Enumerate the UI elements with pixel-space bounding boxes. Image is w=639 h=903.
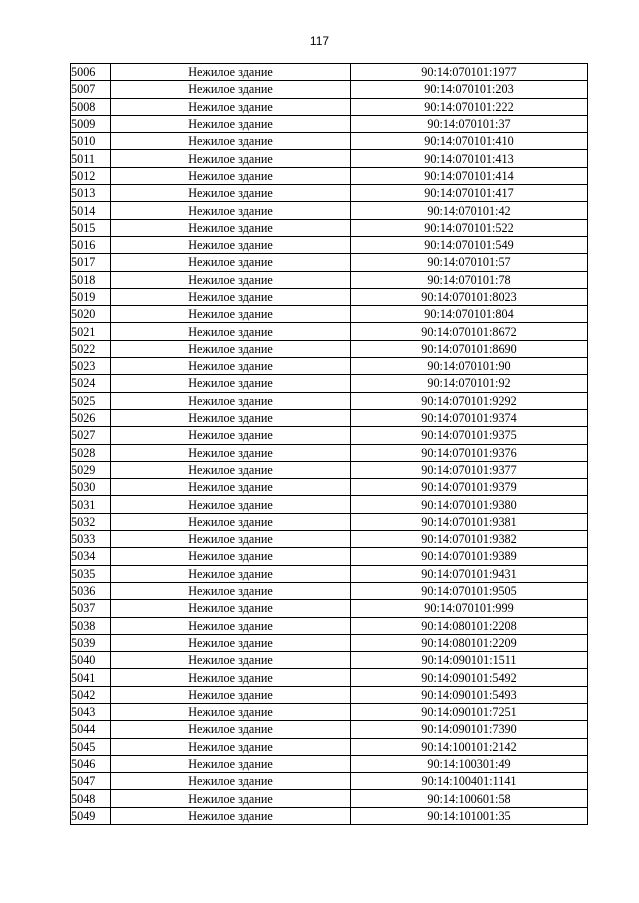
cadastral-number-cell: 90:14:070101:414 <box>351 167 588 184</box>
table-row <box>71 773 588 790</box>
row-number-cell: 5026 <box>71 409 111 426</box>
table-row <box>71 358 588 375</box>
object-type-cell: Нежилое здание <box>111 513 351 530</box>
row-number-cell: 5012 <box>71 167 111 184</box>
cadastral-number-cell: 90:14:070101:9381 <box>351 513 588 530</box>
object-type-cell: Нежилое здание <box>111 496 351 513</box>
row-number-cell: 5013 <box>71 185 111 202</box>
table-row <box>71 461 588 478</box>
row-number-cell: 5015 <box>71 219 111 236</box>
table-row <box>71 565 588 582</box>
row-number-cell: 5049 <box>71 807 111 824</box>
row-number-cell: 5039 <box>71 634 111 651</box>
cadastral-number-cell: 90:14:070101:9382 <box>351 531 588 548</box>
row-number-cell: 5025 <box>71 392 111 409</box>
table-row <box>71 81 588 98</box>
row-number-cell: 5042 <box>71 686 111 703</box>
object-type-cell: Нежилое здание <box>111 807 351 824</box>
cadastral-number-cell: 90:14:070101:42 <box>351 202 588 219</box>
cadastral-number-cell: 90:14:070101:8690 <box>351 340 588 357</box>
row-number-cell: 5038 <box>71 617 111 634</box>
object-type-cell: Нежилое здание <box>111 721 351 738</box>
cadastral-number-cell: 90:14:090101:5493 <box>351 686 588 703</box>
object-type-cell: Нежилое здание <box>111 340 351 357</box>
object-type-cell: Нежилое здание <box>111 202 351 219</box>
object-type-cell: Нежилое здание <box>111 254 351 271</box>
table-row <box>71 790 588 807</box>
cadastral-number-cell: 90:14:070101:999 <box>351 600 588 617</box>
cadastral-number-cell: 90:14:070101:9375 <box>351 427 588 444</box>
row-number-cell: 5040 <box>71 652 111 669</box>
object-type-cell: Нежилое здание <box>111 548 351 565</box>
table-row <box>71 617 588 634</box>
table-row <box>71 686 588 703</box>
table-row <box>71 375 588 392</box>
row-number-cell: 5035 <box>71 565 111 582</box>
cadastral-number-cell: 90:14:090101:1511 <box>351 652 588 669</box>
object-type-cell: Нежилое здание <box>111 461 351 478</box>
object-type-cell: Нежилое здание <box>111 323 351 340</box>
object-type-cell: Нежилое здание <box>111 64 351 81</box>
row-number-cell: 5023 <box>71 358 111 375</box>
object-type-cell: Нежилое здание <box>111 634 351 651</box>
table-row <box>71 64 588 81</box>
row-number-cell: 5022 <box>71 340 111 357</box>
object-type-cell: Нежилое здание <box>111 306 351 323</box>
cadastral-number-cell: 90:14:070101:37 <box>351 115 588 132</box>
object-type-cell: Нежилое здание <box>111 185 351 202</box>
row-number-cell: 5010 <box>71 133 111 150</box>
object-type-cell: Нежилое здание <box>111 167 351 184</box>
cadastral-number-cell: 90:14:070101:522 <box>351 219 588 236</box>
table-row <box>71 669 588 686</box>
row-number-cell: 5027 <box>71 427 111 444</box>
cadastral-number-cell: 90:14:070101:413 <box>351 150 588 167</box>
table-row <box>71 600 588 617</box>
object-type-cell: Нежилое здание <box>111 444 351 461</box>
cadastral-number-cell: 90:14:100601:58 <box>351 790 588 807</box>
row-number-cell: 5048 <box>71 790 111 807</box>
table-row <box>71 340 588 357</box>
object-type-cell: Нежилое здание <box>111 81 351 98</box>
row-number-cell: 5019 <box>71 288 111 305</box>
cadastral-number-cell: 90:14:070101:9505 <box>351 582 588 599</box>
table-row <box>71 427 588 444</box>
object-type-cell: Нежилое здание <box>111 375 351 392</box>
row-number-cell: 5032 <box>71 513 111 530</box>
object-type-cell: Нежилое здание <box>111 652 351 669</box>
row-number-cell: 5036 <box>71 582 111 599</box>
cadastral-number-cell: 90:14:100301:49 <box>351 755 588 772</box>
cadastral-number-cell: 90:14:070101:9377 <box>351 461 588 478</box>
table-row <box>71 703 588 720</box>
cadastral-number-cell: 90:14:070101:417 <box>351 185 588 202</box>
object-type-cell: Нежилое здание <box>111 133 351 150</box>
cadastral-number-cell: 90:14:070101:9376 <box>351 444 588 461</box>
table-row <box>71 513 588 530</box>
table-row <box>71 219 588 236</box>
object-type-cell: Нежилое здание <box>111 773 351 790</box>
cadastral-number-cell: 90:14:090101:5492 <box>351 669 588 686</box>
table-row <box>71 634 588 651</box>
table-row <box>71 738 588 755</box>
row-number-cell: 5046 <box>71 755 111 772</box>
row-number-cell: 5006 <box>71 64 111 81</box>
row-number-cell: 5045 <box>71 738 111 755</box>
property-table <box>70 63 588 825</box>
object-type-cell: Нежилое здание <box>111 236 351 253</box>
row-number-cell: 5034 <box>71 548 111 565</box>
property-table-body <box>71 64 588 825</box>
table-row <box>71 167 588 184</box>
row-number-cell: 5007 <box>71 81 111 98</box>
table-row <box>71 306 588 323</box>
row-number-cell: 5030 <box>71 479 111 496</box>
table-row <box>71 185 588 202</box>
row-number-cell: 5017 <box>71 254 111 271</box>
row-number-cell: 5018 <box>71 271 111 288</box>
object-type-cell: Нежилое здание <box>111 479 351 496</box>
cadastral-number-cell: 90:14:100401:1141 <box>351 773 588 790</box>
row-number-cell: 5029 <box>71 461 111 478</box>
table-row <box>71 548 588 565</box>
table-row <box>71 271 588 288</box>
row-number-cell: 5021 <box>71 323 111 340</box>
cadastral-number-cell: 90:14:070101:804 <box>351 306 588 323</box>
table-row <box>71 150 588 167</box>
cadastral-number-cell: 90:14:070101:203 <box>351 81 588 98</box>
row-number-cell: 5009 <box>71 115 111 132</box>
cadastral-number-cell: 90:14:070101:8672 <box>351 323 588 340</box>
table-row <box>71 202 588 219</box>
cadastral-number-cell: 90:14:070101:410 <box>351 133 588 150</box>
table-row <box>71 98 588 115</box>
row-number-cell: 5037 <box>71 600 111 617</box>
cadastral-number-cell: 90:14:080101:2208 <box>351 617 588 634</box>
object-type-cell: Нежилое здание <box>111 565 351 582</box>
cadastral-number-cell: 90:14:090101:7251 <box>351 703 588 720</box>
object-type-cell: Нежилое здание <box>111 669 351 686</box>
object-type-cell: Нежилое здание <box>111 790 351 807</box>
cadastral-number-cell: 90:14:070101:90 <box>351 358 588 375</box>
row-number-cell: 5047 <box>71 773 111 790</box>
table-row <box>71 323 588 340</box>
object-type-cell: Нежилое здание <box>111 409 351 426</box>
table-row <box>71 409 588 426</box>
cadastral-number-cell: 90:14:070101:549 <box>351 236 588 253</box>
table-row <box>71 236 588 253</box>
object-type-cell: Нежилое здание <box>111 600 351 617</box>
cadastral-number-cell: 90:14:070101:9379 <box>351 479 588 496</box>
object-type-cell: Нежилое здание <box>111 98 351 115</box>
cadastral-number-cell: 90:14:070101:9380 <box>351 496 588 513</box>
row-number-cell: 5033 <box>71 531 111 548</box>
row-number-cell: 5011 <box>71 150 111 167</box>
cadastral-number-cell: 90:14:070101:9431 <box>351 565 588 582</box>
table-row <box>71 133 588 150</box>
table-row <box>71 582 588 599</box>
object-type-cell: Нежилое здание <box>111 392 351 409</box>
table-row <box>71 254 588 271</box>
row-number-cell: 5024 <box>71 375 111 392</box>
cadastral-number-cell: 90:14:090101:7390 <box>351 721 588 738</box>
cadastral-number-cell: 90:14:070101:78 <box>351 271 588 288</box>
page-number: 117 <box>309 34 330 48</box>
cadastral-number-cell: 90:14:080101:2209 <box>351 634 588 651</box>
row-number-cell: 5044 <box>71 721 111 738</box>
object-type-cell: Нежилое здание <box>111 703 351 720</box>
cadastral-number-cell: 90:14:070101:57 <box>351 254 588 271</box>
object-type-cell: Нежилое здание <box>111 271 351 288</box>
cadastral-number-cell: 90:14:100101:2142 <box>351 738 588 755</box>
row-number-cell: 5020 <box>71 306 111 323</box>
cadastral-number-cell: 90:14:070101:9374 <box>351 409 588 426</box>
object-type-cell: Нежилое здание <box>111 582 351 599</box>
row-number-cell: 5028 <box>71 444 111 461</box>
object-type-cell: Нежилое здание <box>111 427 351 444</box>
object-type-cell: Нежилое здание <box>111 686 351 703</box>
cadastral-number-cell: 90:14:070101:8023 <box>351 288 588 305</box>
row-number-cell: 5041 <box>71 669 111 686</box>
table-row <box>71 652 588 669</box>
cadastral-number-cell: 90:14:070101:9292 <box>351 392 588 409</box>
object-type-cell: Нежилое здание <box>111 358 351 375</box>
row-number-cell: 5043 <box>71 703 111 720</box>
table-row <box>71 755 588 772</box>
object-type-cell: Нежилое здание <box>111 219 351 236</box>
table-row <box>71 288 588 305</box>
table-row <box>71 479 588 496</box>
object-type-cell: Нежилое здание <box>111 755 351 772</box>
row-number-cell: 5008 <box>71 98 111 115</box>
row-number-cell: 5031 <box>71 496 111 513</box>
object-type-cell: Нежилое здание <box>111 288 351 305</box>
object-type-cell: Нежилое здание <box>111 115 351 132</box>
cadastral-number-cell: 90:14:070101:222 <box>351 98 588 115</box>
cadastral-number-cell: 90:14:070101:9389 <box>351 548 588 565</box>
table-row <box>71 115 588 132</box>
object-type-cell: Нежилое здание <box>111 150 351 167</box>
cadastral-number-cell: 90:14:101001:35 <box>351 807 588 824</box>
cadastral-number-cell: 90:14:070101:1977 <box>351 64 588 81</box>
cadastral-number-cell: 90:14:070101:92 <box>351 375 588 392</box>
table-row <box>71 721 588 738</box>
object-type-cell: Нежилое здание <box>111 738 351 755</box>
row-number-cell: 5014 <box>71 202 111 219</box>
table-row <box>71 392 588 409</box>
table-row <box>71 807 588 824</box>
object-type-cell: Нежилое здание <box>111 531 351 548</box>
table-row <box>71 444 588 461</box>
table-row <box>71 496 588 513</box>
table-row <box>71 531 588 548</box>
row-number-cell: 5016 <box>71 236 111 253</box>
object-type-cell: Нежилое здание <box>111 617 351 634</box>
